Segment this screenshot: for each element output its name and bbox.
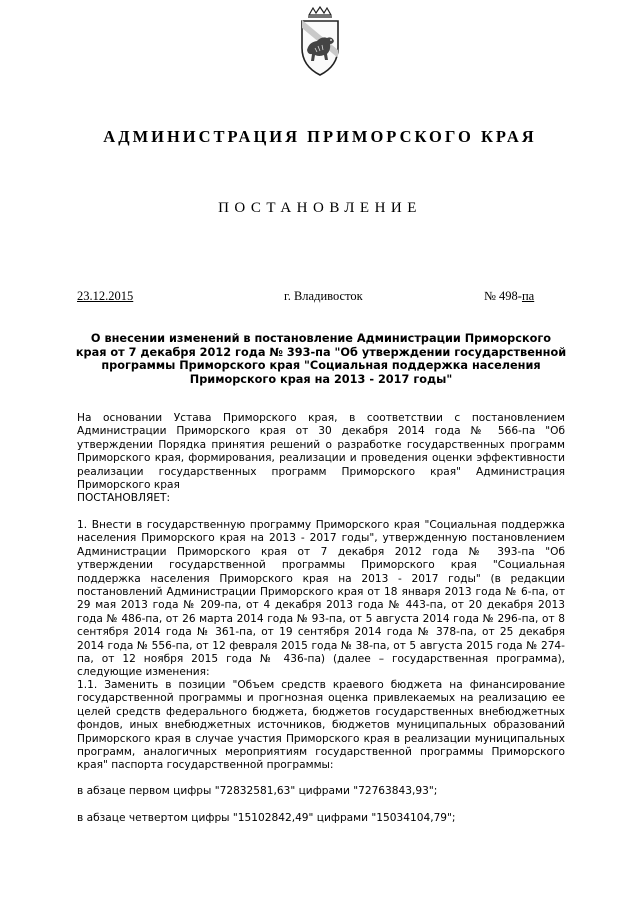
document-number-prefix: № 498- bbox=[484, 289, 522, 303]
document-heading: О внесении изменений в постановление Администрации Приморского края от 7 декабря 2012 года № 393-па "Об утверждении государственной программы Приморского края "Социальная поддержка населения Приморского края на 2013 - 2017 годы" bbox=[75, 332, 567, 386]
item-1-paragraph: 1. Внести в государственную программу Приморского края "Социальная поддержка населения Приморского края на 2013 - 2017 годы", утвержденную постановлением Администрации Приморского края от 7 декабря 2012 года № 393-па "Об утверждении государственной программы Приморского края "Социальная поддержка населения Приморского края на 2013 - 2017 годы" (в редакции постановлений Администрации Приморского края от 18 января 2013 года № 6-па, от 29 мая 2013 года № 209-па, от 4 декабря 2013 года № 443-па, от 20 декабря 2013 года № 486-па, от 26 марта 2014 года № 93-па, от 5 августа 2014 года № 296-па, от 8 сентября 2014 года № 361-па, от 19 сентября 2014 года № 378-па, от 25 декабря 2014 года № 556-па, от 12 февраля 2015 года № 38-па, от 5 августа 2015 года № 274-па, от 12 ноября 2015 года № 436-па) (далее – государственная программа), следующие изменения: bbox=[77, 519, 565, 679]
document-number bbox=[484, 289, 534, 304]
document-city: г. Владивосток bbox=[284, 289, 363, 303]
resolves-paragraph: ПОСТАНОВЛЯЕТ: bbox=[77, 492, 171, 504]
organization-title: АДМИНИСТРАЦИЯ ПРИМОРСКОГО КРАЯ bbox=[103, 127, 537, 146]
document-number-suffix: па bbox=[521, 289, 535, 303]
preamble-paragraph: На основании Устава Приморского края, в соответствии с постановлением Администрации Приморского края от 30 декабря 2014 года № 566-па "Об утверждении Порядка принятия решений о разработке государственных программ Приморского края, формирования, реализации и проведения оценки эффективности реализации государственных программ Приморского края" Администрация Приморского края bbox=[77, 412, 565, 492]
document-date: 23.12.2015 bbox=[77, 289, 134, 303]
paragraph-first-change: в абзаце первом цифры "72832581,63" цифрами "72763843,93"; bbox=[77, 785, 438, 797]
coat-of-arms-icon bbox=[297, 6, 343, 78]
paragraph-fourth-change: в абзаце четвертом цифры "15102842,49" цифрами "15034104,79"; bbox=[77, 812, 456, 824]
document-type: ПОСТАНОВЛЕНИЕ bbox=[218, 200, 422, 216]
item-1-1-paragraph: 1.1. Заменить в позиции "Объем средств краевого бюджета на финансирование государственной программы и прогнозная оценка привлекаемых на реализацию ее целей средств федерального бюджета, бюджетов государственных внебюджетных фондов, иных внебюджетных источников, бюджетов муниципальных образований Приморского края в случае участия Приморского края в реализации муниципальных программ, аналогичных мероприятиям государственной программы Приморского края" паспорта государственной программы: bbox=[77, 679, 565, 772]
